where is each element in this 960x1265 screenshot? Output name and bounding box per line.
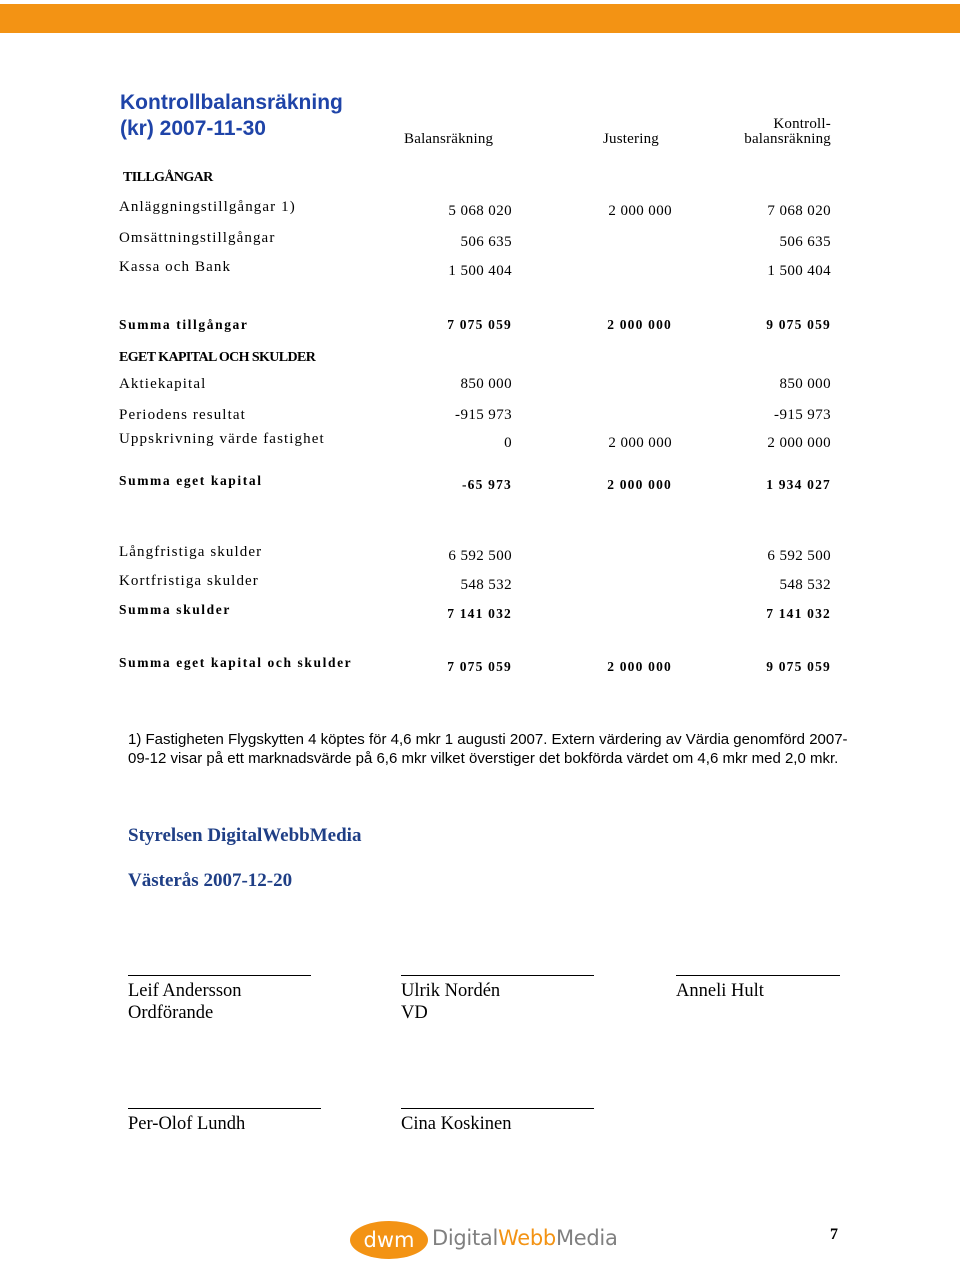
row-label: Summa tillgångar [119, 317, 249, 332]
row-label: Summa eget kapital [119, 473, 263, 488]
signature-line [401, 1108, 594, 1109]
signatory-role: Ordförande [128, 1003, 214, 1023]
column-header-kontroll-line1: Kontroll- [773, 116, 831, 132]
logo-text-media: Media [555, 1226, 618, 1250]
signature-line [401, 975, 594, 976]
value-justering: 2 000 000 [607, 477, 672, 492]
row-label: Anläggningstillgångar 1) [119, 199, 296, 215]
logo-mark: dwm [350, 1221, 428, 1259]
page-title: Kontrollbalansräkning [120, 91, 343, 114]
value-kontroll: 506 635 [779, 234, 831, 250]
row-label: Uppskrivning värde fastighet [119, 431, 325, 447]
value-balans: 5 068 020 [448, 203, 512, 219]
logo-text-digital: Digital [432, 1226, 499, 1250]
row-label: Summa eget kapital och skulder [119, 655, 353, 670]
signature-line [128, 975, 311, 976]
value-balans: -915 973 [455, 407, 512, 423]
value-balans: 7 075 059 [447, 317, 512, 332]
value-kontroll: -915 973 [774, 407, 831, 423]
value-balans: 506 635 [460, 234, 512, 250]
value-kontroll: 2 000 000 [767, 435, 831, 451]
signatory-role: VD [401, 1003, 428, 1023]
value-kontroll: 7 068 020 [767, 203, 831, 219]
row-label: Aktiekapital [119, 376, 207, 392]
value-kontroll: 6 592 500 [767, 548, 831, 564]
value-balans: 548 532 [460, 577, 512, 593]
row-label: Periodens resultat [119, 407, 246, 423]
value-balans: -65 973 [461, 477, 512, 492]
row-label: Summa skulder [119, 602, 231, 617]
value-balans: 7 075 059 [447, 659, 512, 674]
column-header-justering: Justering [603, 131, 659, 147]
page-title-date: (kr) 2007-11-30 [120, 117, 266, 140]
footnote: 1) Fastigheten Flygskytten 4 köptes för 4,6 mkr 1 augusti 2007. Extern värdering av Värdia genomförd 2007-09-12 visar på ett marknadsvärde på 6,6 mkr vilket överstiger det bokförda värdet om 4,6 mkr med 2,0 mkr. [128, 731, 848, 767]
board-title: Styrelsen DigitalWebbMedia [128, 825, 362, 846]
value-balans: 850 000 [460, 376, 512, 392]
signature-line [676, 975, 840, 976]
place-date: Västerås 2007-12-20 [128, 870, 293, 891]
value-justering: 2 000 000 [608, 203, 672, 219]
value-balans: 6 592 500 [448, 548, 512, 564]
signatory-name: Cina Koskinen [401, 1114, 512, 1134]
logo-wordmark [432, 1228, 618, 1249]
value-justering: 2 000 000 [607, 317, 672, 332]
top-accent-bar [0, 4, 960, 33]
value-kontroll: 7 141 032 [766, 606, 831, 621]
row-label: Kortfristiga skulder [119, 573, 259, 589]
value-justering: 2 000 000 [608, 435, 672, 451]
signatory-name: Ulrik Nordén [401, 981, 501, 1001]
column-header-balansrakning: Balansräkning [404, 131, 494, 147]
value-balans: 0 [504, 435, 512, 451]
signature-line [128, 1108, 321, 1109]
value-kontroll: 1 500 404 [767, 263, 831, 279]
row-label: Omsättningstillgångar [119, 230, 276, 246]
page-number: 7 [830, 1226, 838, 1243]
section-heading-tillgangar: TILLGÅNGAR [123, 170, 213, 185]
value-balans: 1 500 404 [448, 263, 512, 279]
row-label: Långfristiga skulder [119, 544, 263, 560]
dwm-logo [350, 1219, 620, 1263]
signatory-name: Leif Andersson [128, 981, 242, 1001]
logo-text-webb: Webb [498, 1226, 556, 1250]
value-justering: 2 000 000 [607, 659, 672, 674]
value-balans: 7 141 032 [447, 606, 512, 621]
row-label: Kassa och Bank [119, 259, 232, 275]
value-kontroll: 1 934 027 [766, 477, 831, 492]
section-heading-eget-kapital: EGET KAPITAL OCH SKULDER [119, 350, 316, 365]
value-kontroll: 548 532 [779, 577, 831, 593]
column-header-kontroll-line2: balansräkning [744, 131, 831, 147]
value-kontroll: 850 000 [779, 376, 831, 392]
value-kontroll: 9 075 059 [766, 659, 831, 674]
value-kontroll: 9 075 059 [766, 317, 831, 332]
signatory-name: Anneli Hult [676, 981, 764, 1001]
signatory-name: Per-Olof Lundh [128, 1114, 246, 1134]
